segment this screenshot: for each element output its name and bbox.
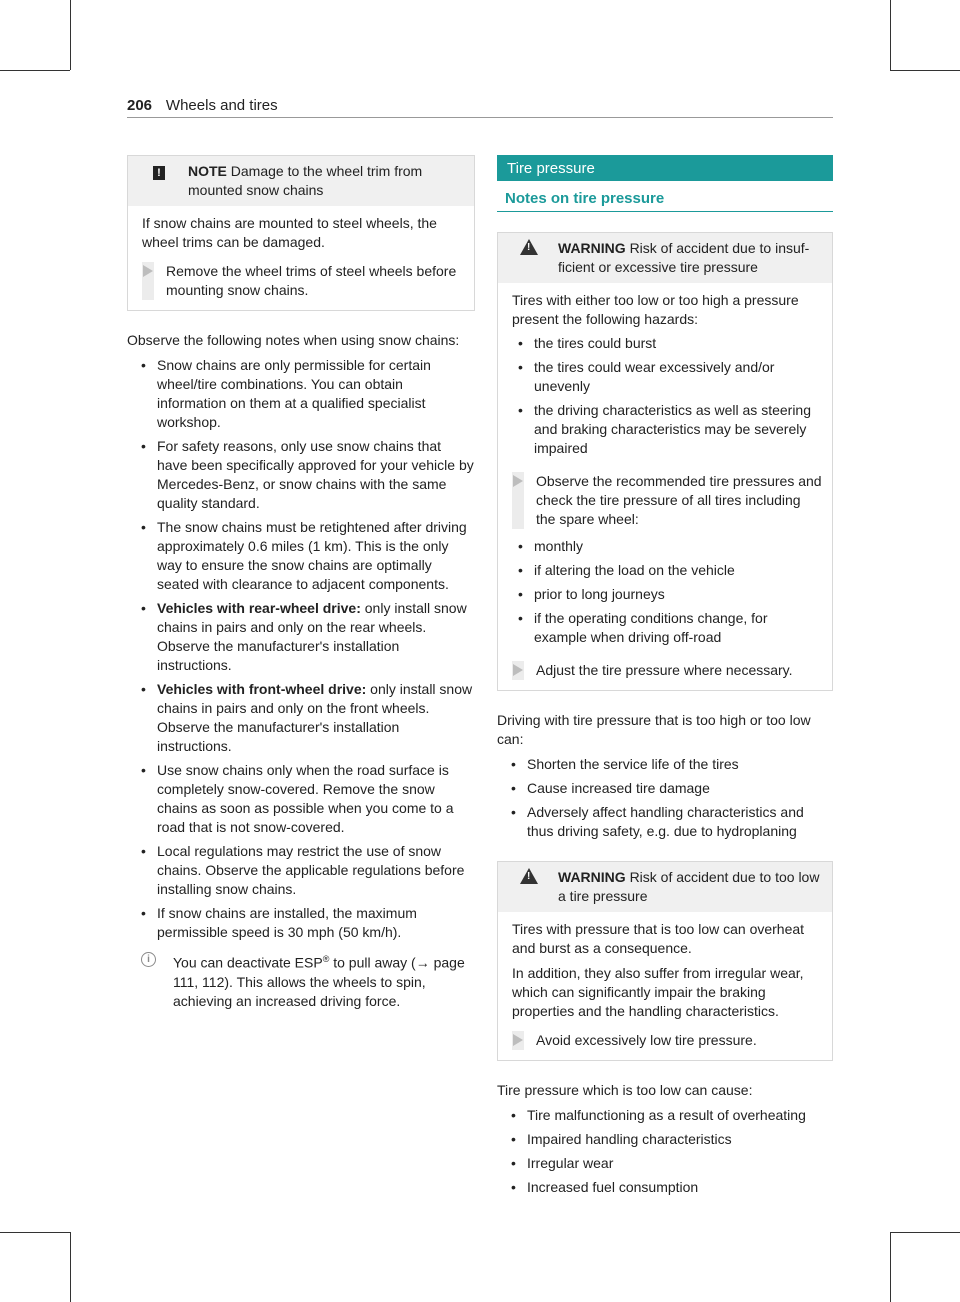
section-name: Wheels and tires <box>165 97 278 114</box>
list-item: • if the operating conditions change, for example when driving off-road <box>518 609 822 647</box>
list-item: • monthly <box>518 537 822 556</box>
page-number: 206 <box>127 97 153 114</box>
check-list <box>512 537 822 647</box>
subheading: Notes on tire pressure <box>497 189 833 212</box>
list-item: • the driving characteristics as well as steering and braking characteristics may be severely impaired <box>518 401 822 458</box>
note-title-2: mounted snow chains <box>188 182 324 198</box>
list-item: • prior to long journeys <box>518 585 822 604</box>
info-note: i You can deactivate ESP® to pull away (→ page 111, 112). This allows the wheels to spin, achieving an increased driving force. <box>127 950 475 1011</box>
crop-mark <box>890 1232 891 1302</box>
list-item: • Snow chains are only permissible for certain wheel/tire combinations. You can obtain information on them at a qualified specialist workshop. <box>141 356 475 432</box>
arrow-right-icon <box>513 475 523 487</box>
warning-icon <box>518 239 540 260</box>
list-item: • If snow chains are installed, the maximum permissible speed is 30 mph (50 km/h). <box>141 904 475 942</box>
list-item: • The snow chains must be retightened after driving approximately 0.6 miles (1 km). This is the only way to ensure the snow chains are optimally seated with clearance to adjacent components. <box>141 518 475 594</box>
consequence-list <box>497 1106 833 1197</box>
notice-icon: ! <box>148 162 170 181</box>
warning-text: Tires with pressure that is too low can overheat and burst as a consequence. <box>512 921 805 956</box>
left-column <box>127 155 475 1011</box>
crop-mark <box>890 70 960 71</box>
warning-box <box>497 232 833 691</box>
list-item: • the tires could burst <box>518 334 822 353</box>
note-body <box>128 206 474 310</box>
list-item: • Increased fuel consumption <box>511 1178 833 1197</box>
list-item: • For safety reasons, only use snow chains that have been specifically approved for your vehicle by Mercedes-Benz, or snow chains with the same quality standard. <box>141 437 475 513</box>
warning-header <box>498 233 832 283</box>
warning-title: Risk of accident due to too low a tire pressure <box>558 869 820 904</box>
info-icon: i <box>141 952 156 967</box>
list-item: • Irregular wear <box>511 1154 833 1173</box>
list-item: • Cause increased tire damage <box>511 779 833 798</box>
note-label: NOTE <box>188 163 227 179</box>
arrow-right-icon <box>513 664 523 676</box>
section-banner: Tire pressure <box>497 155 833 181</box>
list-item: • Vehicles with front-wheel drive: only install snow chains in pairs and only on the front wheels. Observe the manufacturer's installation instructions. <box>141 680 475 756</box>
note-box <box>127 155 475 311</box>
list-item: • Impaired handling characteristics <box>511 1130 833 1149</box>
paragraph: Driving with tire pressure that is too high or too low can: <box>497 712 811 747</box>
note-text: If snow chains are mounted to steel wheels, the wheel trims can be damaged. <box>142 215 437 250</box>
warning-label: WARNING <box>558 240 626 256</box>
header-rule <box>127 117 833 118</box>
warning-text: In addition, they also suffer from irregular wear, which can significantly impair the braking properties and the handling characteristics. <box>512 965 804 1019</box>
snow-chains-intro: Observe the following notes when using snow chains: <box>127 332 460 348</box>
warning-icon <box>518 868 540 889</box>
note-action-text: Remove the wheel trims of steel wheels before mounting snow chains. <box>166 263 457 298</box>
hazard-list <box>512 334 822 458</box>
warning-title: Risk of accident due to insufficient or excessive tire pressure <box>558 240 810 275</box>
list-item: • Vehicles with rear-wheel drive: only install snow chains in pairs and only on the rear wheels. Observe the manufacturer's installation instructions. <box>141 599 475 675</box>
warning-label: WARNING <box>558 869 626 885</box>
crop-mark <box>890 1232 960 1233</box>
warning-header <box>498 862 832 912</box>
paragraph: Tire pressure which is too low can cause: <box>497 1082 753 1098</box>
list-item: • Shorten the service life of the tires <box>511 755 833 774</box>
note-header <box>128 156 474 206</box>
page-header <box>127 96 833 116</box>
warning-box <box>497 861 833 1061</box>
crop-mark <box>890 0 891 70</box>
crop-mark <box>70 0 71 70</box>
effects-list <box>497 755 833 841</box>
warning-action: Observe the recommended tire pressures and check the tire pressure of all tires including the spare wheel: <box>512 472 822 529</box>
note-action <box>142 262 464 300</box>
snow-chain-list <box>127 356 475 942</box>
list-item: • the tires could wear excessively and/or unevenly <box>518 358 822 396</box>
crop-mark <box>0 70 70 71</box>
list-item: • Adversely affect handling characteristics and thus driving safety, e.g. due to hydroplaning <box>511 803 833 841</box>
warning-body <box>498 912 832 1060</box>
warning-text: Tires with either too low or too high a pressure present the following hazards: <box>512 292 799 327</box>
warning-action: Avoid excessively low tire pressure. <box>512 1031 822 1050</box>
list-item: • if altering the load on the vehicle <box>518 561 822 580</box>
list-item: • Use snow chains only when the road surface is completely snow-covered. Remove the snow chains as soon as possible when you come to a road that is not snow-covered. <box>141 761 475 837</box>
crop-mark <box>70 1232 71 1302</box>
warning-body <box>498 283 832 690</box>
note-title: Damage to the wheel trim from <box>230 163 423 179</box>
warning-action: Adjust the tire pressure where necessary. <box>512 661 822 680</box>
list-item: • Local regulations may restrict the use of snow chains. Observe the applicable regulations before installing snow chains. <box>141 842 475 899</box>
arrow-right-icon <box>513 1034 523 1046</box>
arrow-right-icon <box>143 265 153 277</box>
crop-mark <box>0 1232 70 1233</box>
list-item: • Tire malfunctioning as a result of overheating <box>511 1106 833 1125</box>
right-column <box>497 155 833 1205</box>
